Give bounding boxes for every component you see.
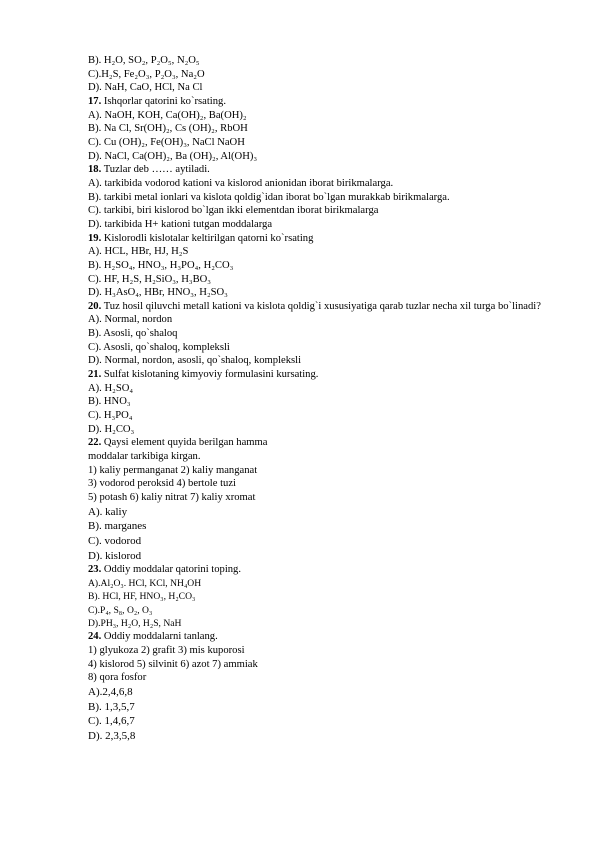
question-text: Tuzlar deb …… aytiladi. xyxy=(101,164,210,176)
text-line: C). vodorod xyxy=(88,535,142,548)
text-line: A). Normal, nordon xyxy=(88,314,173,326)
question-number: 18. xyxy=(88,164,102,176)
text-line: B). H₂SO₄, HNO₃, H₃PO₄, H₂CO₃ xyxy=(88,259,234,271)
question-line xyxy=(88,436,558,450)
text-line: D). 2,3,5,8 xyxy=(88,730,136,743)
text-line: 3) vodorod peroksid 4) bertole tuzi xyxy=(88,478,236,490)
text-line: B). H₂O, SO₂, P₂O₅, N₂O₅ xyxy=(88,55,200,66)
question-number: 20. xyxy=(88,300,102,312)
text-line: A). H₂SO₄ xyxy=(88,382,134,394)
text-line: D). H₂CO₃ xyxy=(88,423,135,435)
text-line: D). H₃AsO₄, HBr, HNO₃, H₂SO₃ xyxy=(88,287,228,299)
text-line: B). marganes xyxy=(88,520,147,533)
text-line: B). HNO₃ xyxy=(88,396,131,408)
question-number: 21. xyxy=(88,369,102,381)
question-text: Kislorodli kislotalar keltirilgan qatorni ko`rsating xyxy=(101,232,314,244)
text-line: A).2,4,6,8 xyxy=(88,685,133,698)
text-line: D).PH₃, H₂O, H₂S, NaH xyxy=(88,618,182,630)
text-line: 8) qora fosfor xyxy=(88,672,147,684)
question-text: Sulfat kislotaning kimyoviy formulasini kursating. xyxy=(101,369,319,381)
question-line xyxy=(88,300,558,314)
text-line: B). 1,3,5,7 xyxy=(88,700,135,713)
text-line: C).H₂S, Fe₂O₃, P₂O₃, Na₂O xyxy=(88,68,205,80)
text-line: A). kaliy xyxy=(88,505,128,518)
text-line: 5) potash 6) kaliy nitrat 7) kaliy xromat xyxy=(88,492,256,503)
question-number: 17. xyxy=(88,95,102,107)
question-text: Tuz hosil qiluvchi metall kationi va kislota qoldig`i xususiyatiga qarab tuzlar necha xil turga bo`linadi? xyxy=(101,300,541,312)
text-line: D). NaH, CaO, HCl, Na Cl xyxy=(88,82,203,94)
question-line xyxy=(88,368,558,382)
question-number: 23. xyxy=(88,564,102,576)
text-line: B). Asosli, qo`shaloq xyxy=(88,328,178,340)
question-number: 24. xyxy=(88,631,102,643)
question-text: Qaysi element quyida berilgan hamma xyxy=(101,437,268,449)
text-line: C). H₃PO₄ xyxy=(88,410,133,422)
text-line: A).Al₂O₃. HCl, KCl, NH₄OH xyxy=(88,578,202,590)
text-line: D). Normal, nordon, asosli, qo`shaloq, kompleksli xyxy=(88,355,302,367)
text-line: D). tarkibida H+ kationi tutgan moddalarga xyxy=(88,218,273,230)
text-line: C). HF, H₂S, H₂SiO₃, H₃BO₃ xyxy=(88,273,211,285)
text-line: moddalar tarkibiga kirgan. xyxy=(88,451,201,463)
question-number: 19. xyxy=(88,232,102,244)
document-body xyxy=(88,54,558,744)
text-line: D). kislorod xyxy=(88,549,142,562)
question-line xyxy=(88,232,558,246)
text-line: A). tarkibida vodorod kationi va kislorod anionidan iborat birikmalarga. xyxy=(88,177,394,189)
text-line: B). tarkibi metal ionlari va kislota qoldig`idan iborat bo`lgan murakkab birikmalarga. xyxy=(88,191,450,203)
question-number: 22. xyxy=(88,437,102,449)
question-line xyxy=(88,630,558,644)
question-text: Ishqorlar qatorini ko`rsating. xyxy=(101,95,226,107)
question-text: Oddiy moddalarni tanlang. xyxy=(101,631,218,643)
text-line: D). NaCl, Ca(OH)₂, Ba (OH)₂, Al(OH)₃ xyxy=(88,150,258,162)
question-line xyxy=(88,95,558,109)
text-line: C). tarkibi, biri kislorod bo`lgan ikki elementdan iborat birikmalarga xyxy=(88,205,379,217)
text-line: 1) kaliy permanganat 2) kaliy manganat xyxy=(88,464,258,476)
text-line: 1) glyukoza 2) grafit 3) mis kuporosi xyxy=(88,644,245,656)
text-line: A). HCL, HBr, HJ, H₂S xyxy=(88,246,189,258)
text-line: C).P₄, S₈, O₂, O₃ xyxy=(88,604,153,616)
question-line xyxy=(88,563,558,577)
question-text: Oddiy moddalar qatorini toping. xyxy=(101,564,242,576)
text-line: 4) kislorod 5) silvinit 6) azot 7) ammiak xyxy=(88,658,258,670)
text-line: B). Na Cl, Sr(OH)₂, Cs (OH)₂, RbOH xyxy=(88,123,248,135)
text-line: C). Asosli, qo`shaloq, kompleksli xyxy=(88,341,230,353)
text-line: C). Cu (OH)₂, Fe(OH)₃, NaCl NaOH xyxy=(88,136,245,148)
text-line: B). HCl, HF, HNO₃, H₂CO₃ xyxy=(88,591,196,603)
text-line: C). 1,4,6,7 xyxy=(88,715,135,728)
text-line: A). NaOH, KOH, Ca(OH)₂, Ba(OH)₂ xyxy=(88,109,247,121)
question-line xyxy=(88,163,558,177)
